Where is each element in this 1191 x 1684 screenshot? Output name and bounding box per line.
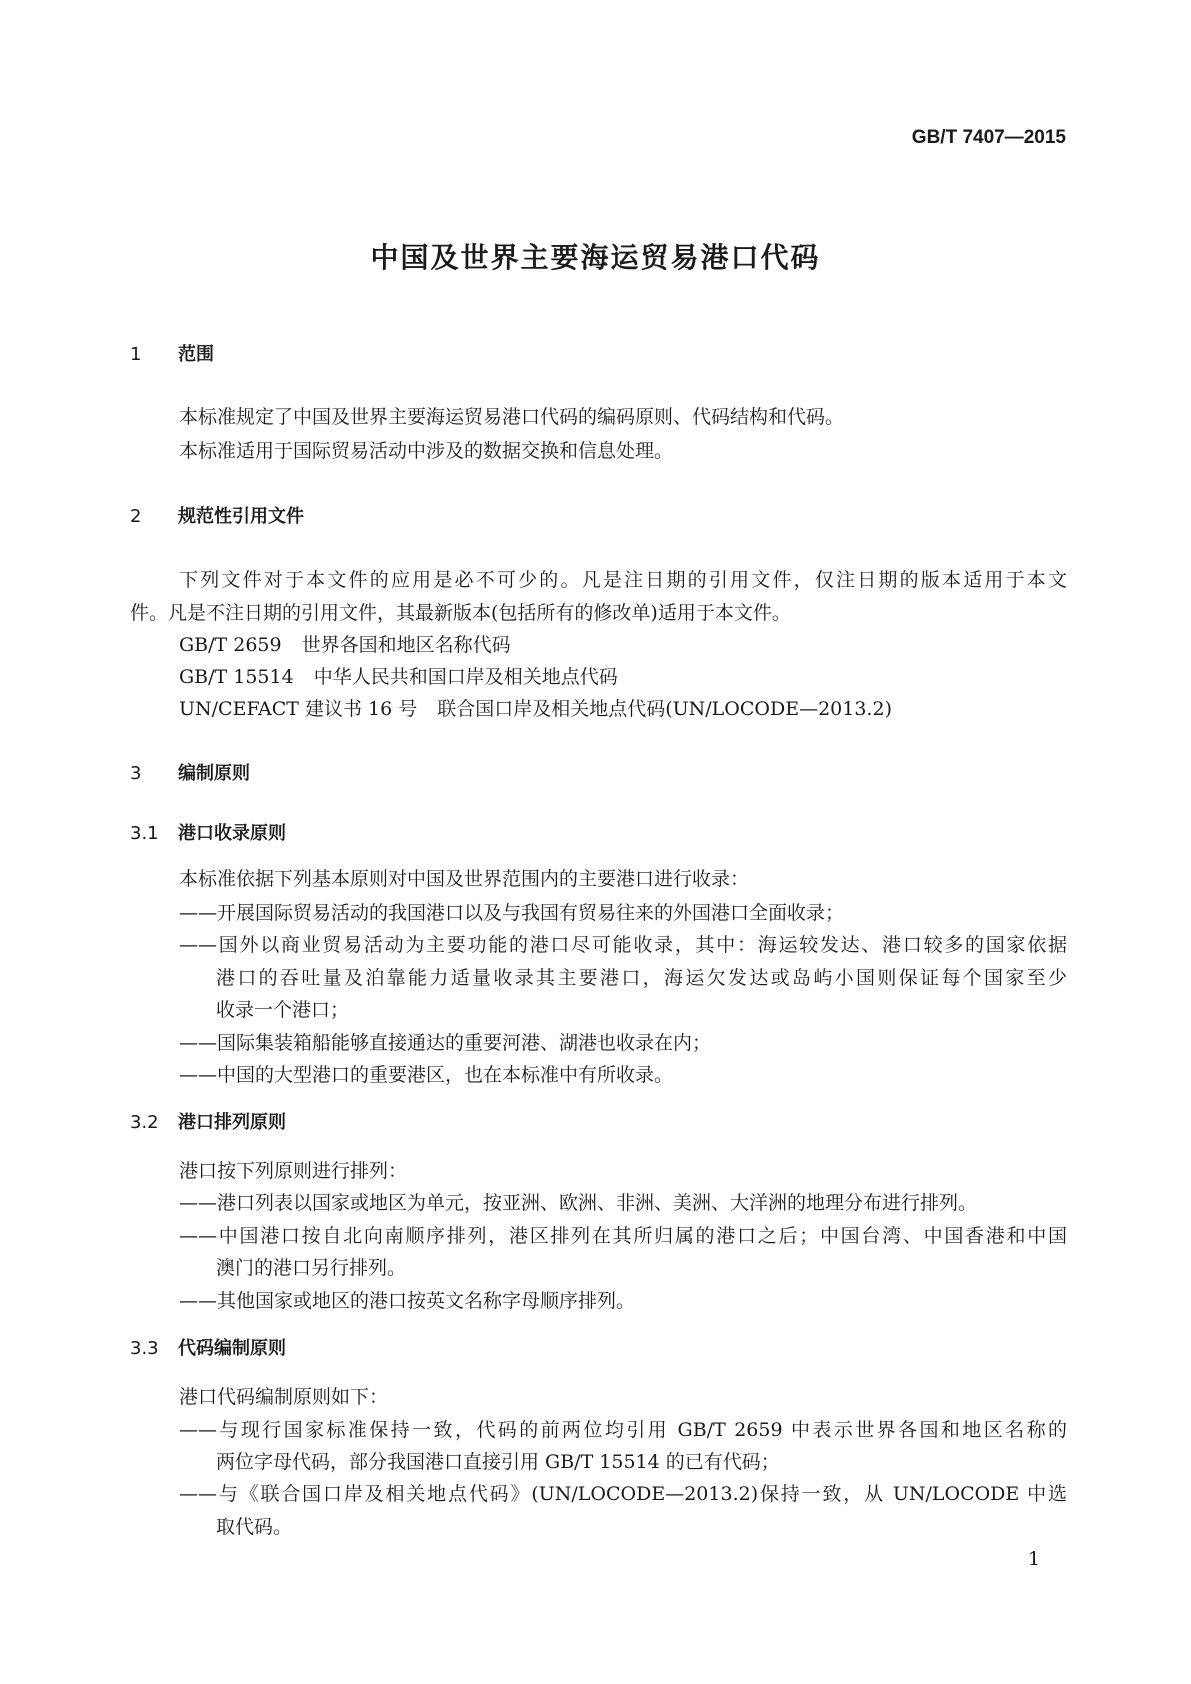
section-number: 2	[130, 506, 142, 527]
section-3-1-heading	[130, 821, 286, 847]
list-item: ——国外以商业贸易活动为主要功能的港口尽可能收录，其中：海运较发达、港口较多的国家依据	[179, 934, 1067, 956]
section-number: 3	[130, 763, 142, 784]
list-item-continuation: 港口的吞吐量及泊靠能力适量收录其主要港口，海运欠发达或岛屿小国则保证每个国家至少	[216, 967, 1067, 989]
reference-name: 中华人民共和国口岸及相关地点代码	[313, 666, 618, 688]
section-number: 3.2	[130, 1112, 159, 1133]
list-item-continuation: 收录一个港口；	[216, 999, 350, 1021]
reference-code: GB/T 2659	[179, 634, 282, 656]
paragraph: 下列文件对于本文件的应用是必不可少的。凡是注日期的引用文件，仅注日期的版本适用于本文	[179, 569, 1067, 591]
reference-item	[179, 696, 892, 722]
section-title: 港口收录原则	[178, 823, 286, 844]
list-item: ——与现行国家标准保持一致，代码的前两位均引用 GB/T 2659 中表示世界各国和地区名称的	[179, 1419, 1067, 1441]
section-title: 范围	[178, 344, 214, 365]
section-3-heading	[130, 761, 250, 787]
section-number: 1	[130, 344, 142, 365]
list-item: ——其他国家或地区的港口按英文名称字母顺序排列。	[179, 1290, 636, 1312]
page-number: 1	[1028, 1548, 1041, 1570]
section-title: 代码编制原则	[178, 1338, 286, 1359]
paragraph: 港口代码编制原则如下：	[179, 1386, 389, 1408]
reference-code: GB/T 15514	[179, 666, 294, 688]
reference-name: 联合国口岸及相关地点代码(UN/LOCODE—2013.2)	[437, 698, 892, 720]
section-1-heading	[130, 342, 214, 368]
paragraph: 本标准规定了中国及世界主要海运贸易港口代码的编码原则、代码结构和代码。	[179, 406, 845, 428]
list-item: ——中国的大型港口的重要港区，也在本标准中有所收录。	[179, 1064, 674, 1086]
section-number: 3.3	[130, 1338, 159, 1359]
standard-number: GB/T 7407—2015	[911, 127, 1066, 148]
list-item: ——中国港口按自北向南顺序排列，港区排列在其所归属的港口之后；中国台湾、中国香港和中国	[179, 1225, 1067, 1247]
list-item: ——国际集装箱船能够直接通达的重要河港、湖港也收录在内；	[179, 1032, 712, 1054]
section-title: 港口排列原则	[178, 1112, 286, 1133]
paragraph: 本标准依据下列基本原则对中国及世界范围内的主要港口进行收录：	[179, 868, 750, 890]
section-title: 编制原则	[178, 763, 250, 784]
section-title: 规范性引用文件	[178, 506, 304, 527]
list-item-continuation: 澳门的港口另行排列。	[216, 1257, 407, 1279]
section-3-3-heading	[130, 1336, 286, 1362]
list-item-continuation: 取代码。	[216, 1516, 293, 1538]
list-item: ——开展国际贸易活动的我国港口以及与我国有贸易往来的外国港口全面收录；	[179, 902, 845, 924]
list-item: ——港口列表以国家或地区为单元，按亚洲、欧洲、非洲、美洲、大洋洲的地理分布进行排列。	[179, 1192, 978, 1214]
reference-code: UN/CEFACT 建议书 16 号	[179, 698, 418, 720]
section-2-heading	[130, 504, 304, 530]
section-number: 3.1	[130, 823, 159, 844]
reference-item	[179, 632, 511, 658]
list-item-continuation: 两位字母代码，部分我国港口直接引用 GB/T 15514 的已有代码；	[216, 1451, 780, 1473]
section-3-2-heading	[130, 1110, 286, 1136]
reference-name: 世界各国和地区名称代码	[301, 634, 511, 656]
paragraph: 本标准适用于国际贸易活动中涉及的数据交换和信息处理。	[179, 440, 674, 462]
page-title: 中国及世界主要海运贸易港口代码	[370, 241, 821, 274]
paragraph: 港口按下列原则进行排列：	[179, 1160, 408, 1182]
reference-item	[179, 664, 618, 690]
paragraph: 件。凡是不注日期的引用文件，其最新版本(包括所有的修改单)适用于本文件。	[130, 602, 791, 624]
list-item: ——与《联合国口岸及相关地点代码》(UN/LOCODE—2013.2)保持一致，从 UN/LOCODE 中选	[179, 1483, 1067, 1505]
